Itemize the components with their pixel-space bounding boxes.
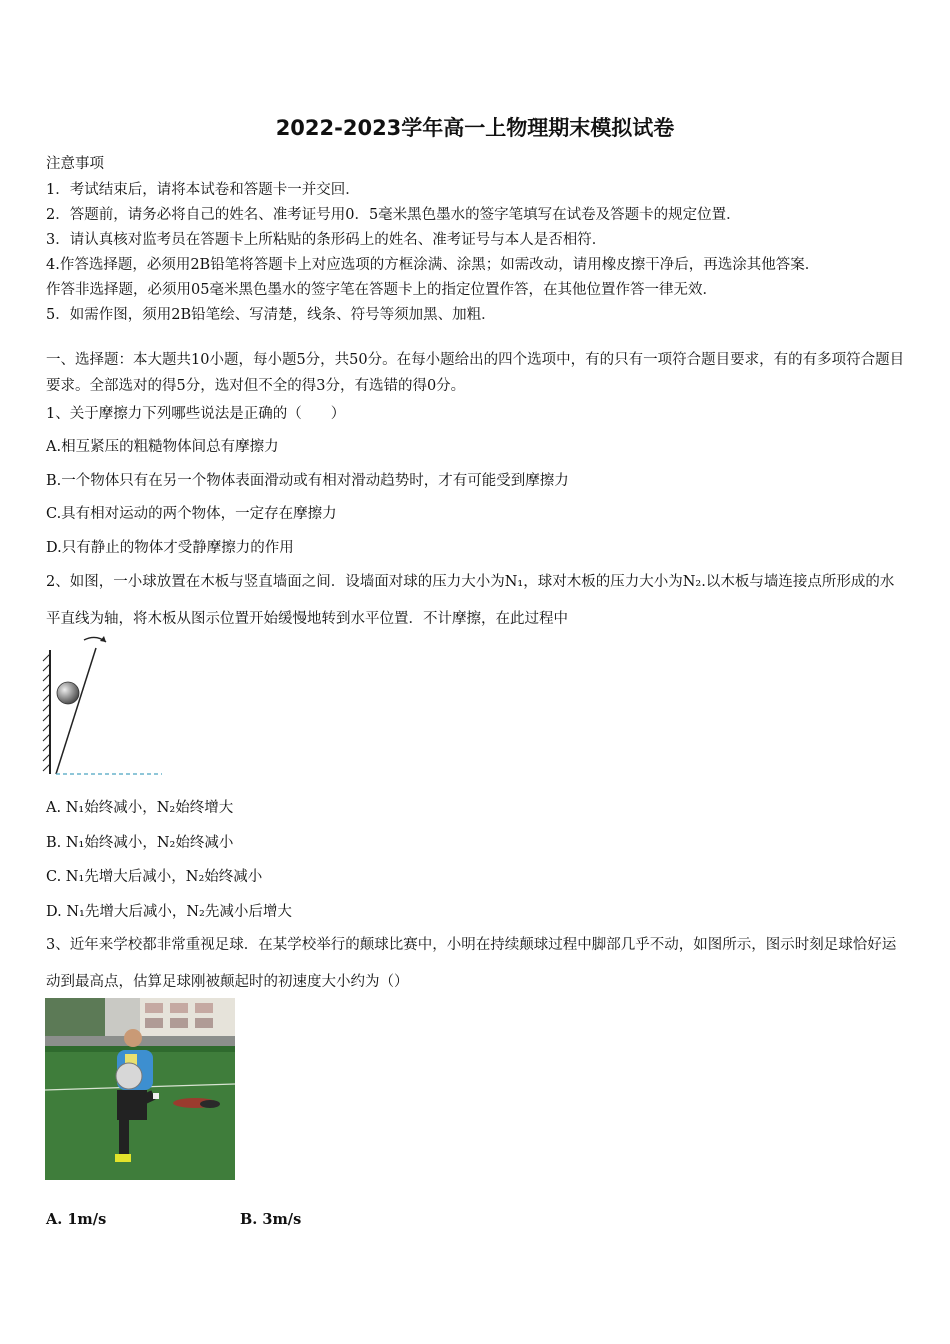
q1-option-d: D.只有静止的物体才受静摩擦力的作用 <box>46 540 294 556</box>
q1-stem: 1、关于摩擦力下列哪些说法是正确的（ ） <box>46 406 346 422</box>
notice-heading: 注意事项 <box>46 156 104 172</box>
page-title: 2022-2023学年高一上物理期末模拟试卷 <box>275 116 675 140</box>
q1-option-c: C.具有相对运动的两个物体，一定存在摩擦力 <box>46 506 337 522</box>
q1-option-a: A.相互紧压的粗糙物体间总有摩擦力 <box>46 439 279 455</box>
ball-icon <box>57 682 79 704</box>
football-kid-photo <box>45 998 235 1180</box>
notice-item-4: 4.作答选择题，必须用2B铅笔将答题卡上对应选项的方框涂满、涂黑；如需改动，请用橡皮擦干净后，再选涂其他答案． <box>46 257 820 273</box>
notice-item-3: 3．请认真核对监考员在答题卡上所粘贴的条形码上的姓名、准考证号与本人是否相符． <box>46 232 607 248</box>
section-heading: 一、选择题：本大题共10小题，每小题5分，共50分。在每小题给出的四个选项中，有的只有一项符合题目要求，有的有多项符合题目要求。全部选对的得5分，选对但不全的得3分，有选错的得0分。 <box>46 352 905 394</box>
notice-item-5: 5．如需作图，须用2B铅笔绘、写清楚，线条、符号等须加黑、加粗． <box>46 307 496 323</box>
q2-option-c: C. N₁先增大后减小，N₂始终减小 <box>46 869 263 885</box>
board-line <box>56 648 96 774</box>
notice-item-2: 2．答题前，请务必将自己的姓名、准考证号用0．5毫米黑色墨水的签字笔填写在试卷及答题卡的规定位置． <box>46 207 741 223</box>
q3-stem: 3、近年来学校都非常重视足球．在某学校举行的颠球比赛中，小明在持续颠球过程中脚部几乎不动，如图所示，图示时刻足球恰好运动到最高点，估算足球刚被颠起时的初速度大小约为（） <box>46 937 897 990</box>
q2-option-d: D. N₁先增大后减小，N₂先减小后增大 <box>46 904 292 920</box>
notice-item-1: 1．考试结束后，请将本试卷和答题卡一并交回． <box>46 182 360 198</box>
wall-hatching <box>43 650 50 774</box>
q2-stem: 2、如图，一小球放置在木板与竖直墙面之间．设墙面对球的压力大小为N₁，球对木板的压力大小为N₂.以木板与墙连接点所形成的水平直线为轴，将木板从图示位置开始缓慢地转到水平位置．不计摩擦，在此过程中 <box>46 574 895 627</box>
wall-ball-board-diagram <box>40 630 170 780</box>
q1-option-b: B.一个物体只有在另一个物体表面滑动或有相对滑动趋势时，才有可能受到摩擦力 <box>46 473 569 489</box>
q3-option-b: B. 3m/s <box>240 1211 302 1228</box>
q3-option-a: A. 1m/s <box>46 1211 107 1228</box>
q2-option-a: A. N₁始终减小，N₂始终增大 <box>46 800 234 816</box>
notice-item-4-cont: 作答非选择题，必须用05毫米黑色墨水的签字笔在答题卡上的指定位置作答，在其他位置作答一律无效． <box>46 282 717 298</box>
q2-option-b: B. N₁始终减小，N₂始终减小 <box>46 835 234 851</box>
